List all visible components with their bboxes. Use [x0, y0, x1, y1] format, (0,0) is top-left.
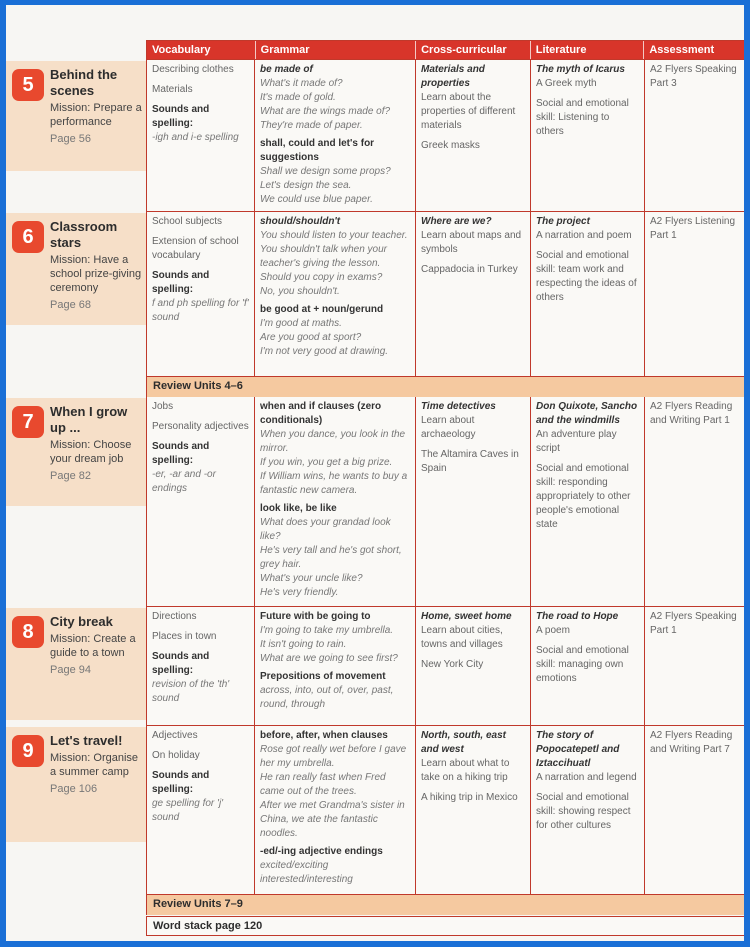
sounds-spelling-value: -er, -ar and -or endings: [152, 469, 216, 494]
syllabus-page: [6, 5, 744, 941]
assessment-cell: [645, 726, 744, 894]
literature-item: A narration and poem: [536, 230, 632, 241]
vocab-topic: Describing clothes: [152, 64, 234, 75]
unit-page: Page 68: [50, 299, 91, 311]
vocabulary-cell: [146, 397, 255, 606]
unit-number-badge: 8: [12, 616, 44, 648]
vocab-topic: School subjects: [152, 216, 223, 227]
grammar-example: What's your uncle like?: [260, 573, 363, 584]
grammar-spacer: [260, 207, 410, 211]
grammar-point: -ed/-ing adjective endings: [260, 846, 383, 857]
literature-item: A narration and legend: [536, 772, 637, 783]
unit-number-badge: 6: [12, 221, 44, 253]
vocab-topic: Places in town: [152, 631, 217, 642]
cross-curricular-title: Home, sweet home: [421, 611, 512, 622]
vocab-topic: Jobs: [152, 401, 174, 412]
grammar-point: Prepositions of movement: [260, 671, 386, 682]
grammar-example: What does your grandad look like?: [260, 517, 391, 542]
column-header-grammar: Grammar: [256, 41, 416, 59]
unit-title: Classroom stars: [50, 219, 118, 250]
grammar-example: After we met Grandma's sister in China, we ate the fantastic noodles.: [260, 800, 405, 839]
unit-tab-6[interactable]: [6, 213, 146, 325]
literature-cell: [531, 60, 645, 211]
grammar-example: Shall we design some props?: [260, 166, 391, 177]
review-units-4-6: Review Units 4–6: [146, 377, 744, 397]
unit-page: Page 82: [50, 470, 91, 482]
grammar-point: should/shouldn't: [260, 216, 341, 227]
literature-item: Social and emotional skill: responding appropriately to other people's emotional state: [536, 463, 631, 530]
grammar-example: Should you copy in exams?: [260, 272, 383, 283]
grammar-example: He's very tall and he's got short, grey hair.: [260, 545, 402, 570]
unit-mission: Mission: Organise a summer camp: [50, 752, 139, 778]
grammar-example: interested/interesting: [260, 874, 353, 885]
column-header-literature: Literature: [531, 41, 645, 59]
cross-curricular-title: Materials and properties: [421, 64, 485, 89]
sounds-spelling-value: ge spelling for 'j' sound: [152, 798, 224, 823]
vocab-topic: Directions: [152, 611, 197, 622]
assessment-cell: [645, 397, 744, 606]
assessment-value: A2 Flyers Reading and Writing Part 1: [650, 401, 733, 426]
grammar-example: Rose got really wet before I gave her my umbrella.: [260, 744, 407, 769]
cross-curricular-item: The Altamira Caves in Spain: [421, 449, 519, 474]
unit-mission: Mission: Have a school prize-giving ceremony: [50, 254, 142, 294]
grammar-spacer: [260, 359, 410, 363]
grammar-cell: [255, 397, 416, 606]
unit-row-5: [146, 60, 744, 212]
grammar-example: What's it made of?: [260, 78, 343, 89]
vocabulary-cell: [146, 607, 255, 725]
assessment-value: A2 Flyers Listening Part 1: [650, 216, 736, 241]
unit-number-badge: 9: [12, 735, 44, 767]
grammar-spacer: [260, 887, 410, 891]
grammar-example: Let's design the sea.: [260, 180, 352, 191]
unit-mission: Mission: Prepare a performance: [50, 102, 142, 128]
literature-title: Don Quixote, Sancho and the windmills: [536, 401, 638, 426]
grammar-cell: [255, 212, 416, 376]
literature-title: The myth of Icarus: [536, 64, 625, 75]
vocab-topic: Extension of school vocabulary: [152, 236, 239, 261]
grammar-cell: [255, 726, 416, 894]
unit-page: Page 106: [50, 783, 98, 795]
assessment-cell: [645, 607, 744, 725]
literature-title: The road to Hope: [536, 611, 619, 622]
unit-row-9: [146, 726, 744, 895]
literature-title: The story of Popocatepetl and Iztaccihuatl: [536, 730, 620, 769]
grammar-example: When you dance, you look in the mirror.: [260, 429, 406, 454]
unit-number-badge: 7: [12, 406, 44, 438]
column-header-vocabulary: Vocabulary: [147, 41, 256, 59]
grammar-example: What are the wings made of?: [260, 106, 391, 117]
vocabulary-cell: [146, 212, 255, 376]
grammar-point: look like, be like: [260, 503, 337, 514]
literature-cell: [531, 726, 645, 894]
unit-mission: Mission: Choose your dream job: [50, 439, 132, 465]
cross-curricular-item: Learn about archaeology: [421, 415, 476, 440]
grammar-point: be good at + noun/gerund: [260, 304, 384, 315]
cross-curricular-item: A hiking trip in Mexico: [421, 792, 518, 803]
grammar-point: before, after, when clauses: [260, 730, 388, 741]
sounds-spelling-value: revision of the 'th' sound: [152, 679, 230, 704]
unit-row-7: [146, 397, 744, 607]
vocab-topic: Personality adjectives: [152, 421, 249, 432]
grammar-example: What are we going to see first?: [260, 653, 398, 664]
unit-number-badge: 5: [12, 69, 44, 101]
unit-title: City break: [50, 614, 113, 629]
grammar-example: He's very friendly.: [260, 587, 339, 598]
cross-curricular-item: Learn about maps and symbols: [421, 230, 522, 255]
cross-curricular-title: North, south, east and west: [421, 730, 507, 755]
grammar-example: It isn't going to rain.: [260, 639, 347, 650]
grammar-spacer: [260, 600, 410, 604]
vocab-topic: Materials: [152, 84, 193, 95]
grammar-example: If you win, you get a big prize.: [260, 457, 393, 468]
vocab-topic: On holiday: [152, 750, 200, 761]
unit-title: Behind the scenes: [50, 67, 118, 98]
grammar-example: It's made of gold.: [260, 92, 336, 103]
grammar-example: He ran really fast when Fred came out of the trees.: [260, 772, 386, 797]
literature-cell: [531, 212, 645, 376]
cross-curricular-title: Time detectives: [421, 401, 496, 412]
unit-page: Page 94: [50, 664, 91, 676]
grammar-example: We could use blue paper.: [260, 194, 373, 205]
grammar-example: You should listen to your teacher.: [260, 230, 408, 241]
literature-item: Social and emotional skill: showing respect for other cultures: [536, 792, 631, 831]
grammar-example: across, into, out of, over, past, round, through: [260, 685, 394, 710]
unit-mission: Mission: Create a guide to a town: [50, 633, 136, 659]
grammar-example: No, you shouldn't.: [260, 286, 340, 297]
cross-curricular-item: Learn about cities, towns and villages: [421, 625, 503, 650]
assessment-cell: [645, 212, 744, 376]
column-header-assessment: Assessment: [644, 41, 744, 59]
sounds-spelling-value: f and ph spelling for 'f' sound: [152, 298, 249, 323]
unit-page: Page 56: [50, 133, 91, 145]
cross-curricular-item: New York City: [421, 659, 484, 670]
unit-tab-7[interactable]: [6, 398, 146, 506]
assessment-value: A2 Flyers Speaking Part 3: [650, 64, 737, 89]
assessment-cell: [645, 60, 744, 211]
grammar-example: excited/exciting: [260, 860, 329, 871]
grammar-example: If William wins, he wants to buy a fantastic new camera.: [260, 471, 408, 496]
grammar-example: They're made of paper.: [260, 120, 363, 131]
unit-title: When I grow up ...: [50, 404, 128, 435]
grammar-example: I'm not very good at drawing.: [260, 346, 389, 357]
literature-item: An adventure play script: [536, 429, 617, 454]
cross-curricular-cell: [416, 397, 531, 606]
unit-tab-8[interactable]: [6, 608, 146, 720]
cross-curricular-item: Learn about the properties of different materials: [421, 92, 516, 131]
cross-curricular-cell: [416, 726, 531, 894]
grammar-example: I'm good at maths.: [260, 318, 342, 329]
literature-cell: [531, 607, 645, 725]
assessment-value: A2 Flyers Speaking Part 1: [650, 611, 737, 636]
literature-item: Social and emotional skill: Listening to others: [536, 98, 629, 137]
cross-curricular-title: Where are we?: [421, 216, 492, 227]
grammar-point: Future with be going to: [260, 611, 371, 622]
cross-curricular-cell: [416, 607, 531, 725]
sounds-spelling-label: Sounds and spelling:: [152, 270, 210, 295]
grammar-example: I'm going to take my umbrella.: [260, 625, 394, 636]
sounds-spelling-label: Sounds and spelling:: [152, 104, 210, 129]
vocab-topic: Adjectives: [152, 730, 198, 741]
grammar-point: shall, could and let's for suggestions: [260, 138, 375, 163]
unit-row-6: [146, 212, 744, 377]
literature-item: Social and emotional skill: team work and respecting the ideas of others: [536, 250, 637, 303]
literature-item: Social and emotional skill: managing own emotions: [536, 645, 629, 684]
literature-item: A Greek myth: [536, 78, 597, 89]
grammar-example: You shouldn't talk when your teacher's giving the lesson.: [260, 244, 387, 269]
column-header-cross-curricular: Cross-curricular: [416, 41, 531, 59]
literature-cell: [531, 397, 645, 606]
vocabulary-cell: [146, 60, 255, 211]
unit-tab-9[interactable]: [6, 727, 146, 842]
vocabulary-cell: [146, 726, 255, 894]
unit-row-8: [146, 607, 744, 726]
unit-title: Let's travel!: [50, 733, 123, 748]
sounds-spelling-label: Sounds and spelling:: [152, 441, 210, 466]
literature-title: The project: [536, 216, 590, 227]
cross-curricular-cell: [416, 60, 531, 211]
cross-curricular-cell: [416, 212, 531, 376]
column-header-row: [146, 40, 744, 60]
word-stack-link[interactable]: Word stack page 120: [146, 916, 744, 936]
sounds-spelling-label: Sounds and spelling:: [152, 651, 210, 676]
cross-curricular-item: Greek masks: [421, 140, 480, 151]
sounds-spelling-value: -igh and i-e spelling: [152, 132, 239, 143]
review-units-7-9: Review Units 7–9: [146, 895, 744, 915]
assessment-value: A2 Flyers Reading and Writing Part 7: [650, 730, 733, 755]
literature-item: A poem: [536, 625, 570, 636]
unit-tab-5[interactable]: [6, 61, 146, 171]
grammar-point: be made of: [260, 64, 313, 75]
sounds-spelling-label: Sounds and spelling:: [152, 770, 210, 795]
cross-curricular-item: Learn about what to take on a hiking trip: [421, 758, 510, 783]
grammar-spacer: [260, 712, 410, 716]
grammar-cell: [255, 60, 416, 211]
grammar-example: Are you good at sport?: [260, 332, 362, 343]
grammar-point: when and if clauses (zero conditionals): [260, 401, 382, 426]
cross-curricular-item: Cappadocia in Turkey: [421, 264, 518, 275]
grammar-cell: [255, 607, 416, 725]
